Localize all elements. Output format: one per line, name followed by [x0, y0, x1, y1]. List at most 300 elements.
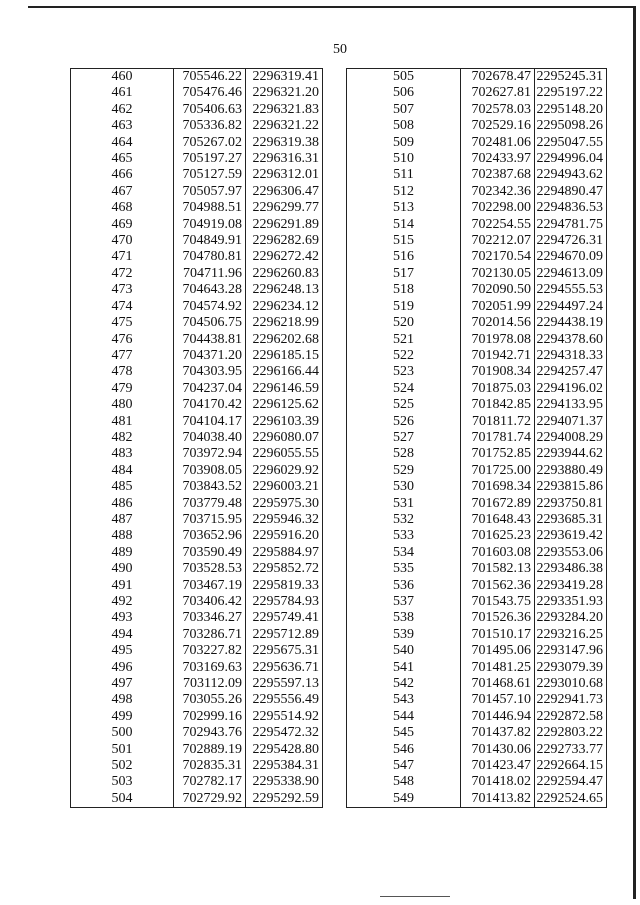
point-number-cell: 511: [393, 167, 414, 183]
table-row: [71, 184, 323, 200]
table-row: [71, 692, 323, 708]
table-row: [347, 69, 607, 86]
point-number-cell: 536: [393, 577, 414, 593]
point-number-cell: 470: [111, 233, 133, 249]
x-coordinate-cell: 704711.96: [174, 266, 246, 282]
point-number-cell: 494: [111, 626, 133, 642]
x-coordinate-cell: 702130.05: [461, 266, 535, 282]
table-row: [347, 643, 607, 659]
point-number-cell: 460: [111, 69, 133, 84]
table-row: [71, 496, 323, 512]
table-row: [347, 545, 607, 561]
x-coordinate-cell: 703908.05: [174, 463, 246, 479]
x-coordinate-cell: 704237.04: [174, 381, 246, 397]
y-coordinate-cell: 2293880.49: [535, 463, 607, 479]
y-coordinate-cell: 2293216.25: [535, 627, 607, 643]
table-row: [71, 578, 323, 594]
y-coordinate-cell: 2295245.31: [535, 69, 607, 86]
table-row: [347, 233, 607, 249]
point-number-cell: 496: [111, 659, 133, 675]
x-coordinate-cell: 701481.25: [461, 660, 535, 676]
point-number-cell: 491: [111, 577, 133, 593]
x-coordinate-cell: 704919.08: [174, 217, 246, 233]
table-row: [71, 676, 323, 692]
y-coordinate-cell: 2296003.21: [246, 479, 323, 495]
table-row: [347, 381, 607, 397]
y-coordinate-cell: 2296103.39: [246, 414, 323, 430]
table-row: [347, 774, 607, 790]
table-row: [71, 758, 323, 774]
point-number-cell: 514: [393, 216, 414, 232]
table-row: [71, 594, 323, 610]
x-coordinate-cell: 704849.91: [174, 233, 246, 249]
y-coordinate-cell: 2295514.92: [246, 709, 323, 725]
x-coordinate-cell: 702999.16: [174, 709, 246, 725]
x-coordinate-cell: 701978.08: [461, 332, 535, 348]
point-number-cell: 504: [71, 791, 174, 808]
table-row: [71, 774, 323, 790]
y-coordinate-cell: 2294438.19: [535, 315, 607, 331]
point-number-cell: 523: [393, 364, 414, 380]
x-coordinate-cell: 701842.85: [461, 397, 535, 413]
y-coordinate-cell: 2295197.22: [535, 85, 607, 101]
point-number-cell: 476: [111, 331, 133, 347]
y-coordinate-cell: 2296319.38: [246, 135, 323, 151]
x-coordinate-cell: 703112.09: [174, 676, 246, 692]
y-coordinate-cell: 2296282.69: [246, 233, 323, 249]
table-row: [347, 791, 607, 808]
x-coordinate-cell: 703779.48: [174, 496, 246, 512]
x-coordinate-cell: 701543.75: [461, 594, 535, 610]
point-number-cell: 512: [393, 183, 414, 199]
point-number-cell: 526: [393, 413, 414, 429]
y-coordinate-cell: 2296218.99: [246, 315, 323, 331]
x-coordinate-cell: 701811.72: [461, 414, 535, 430]
point-number-cell: 516: [393, 249, 414, 265]
y-coordinate-cell: 2294890.47: [535, 184, 607, 200]
y-coordinate-cell: 2296146.59: [246, 381, 323, 397]
y-coordinate-cell: 2293419.28: [535, 578, 607, 594]
x-coordinate-cell: 701457.10: [461, 692, 535, 708]
table-row: [347, 709, 607, 725]
table-row: [71, 463, 323, 479]
table-row: [71, 561, 323, 577]
y-coordinate-cell: 2295819.33: [246, 578, 323, 594]
x-coordinate-cell: 701468.61: [461, 676, 535, 692]
x-coordinate-cell: 704303.95: [174, 364, 246, 380]
point-number-cell: 519: [393, 298, 414, 314]
y-coordinate-cell: 2293486.38: [535, 561, 607, 577]
y-coordinate-cell: 2294943.62: [535, 167, 607, 183]
point-number-cell: 507: [393, 101, 414, 117]
point-number-cell: 492: [111, 594, 133, 609]
x-coordinate-cell: 704104.17: [174, 414, 246, 430]
point-number-cell: 532: [393, 511, 414, 527]
y-coordinate-cell: 2295384.31: [246, 758, 323, 774]
point-number-cell: 493: [111, 610, 133, 626]
point-number-cell: 479: [111, 380, 133, 396]
y-coordinate-cell: 2295916.20: [246, 528, 323, 544]
table-row: [71, 233, 323, 249]
y-coordinate-cell: 2293553.06: [535, 545, 607, 561]
y-coordinate-cell: 2294836.53: [535, 200, 607, 216]
table-row: [347, 676, 607, 692]
table-row: [347, 479, 607, 495]
point-number-cell: 548: [393, 774, 414, 790]
y-coordinate-cell: 2296272.42: [246, 249, 323, 265]
point-number-cell: 490: [111, 561, 133, 577]
x-coordinate-cell: 705127.59: [174, 167, 246, 183]
x-coordinate-cell: 702943.76: [174, 725, 246, 741]
x-coordinate-cell: 704371.20: [174, 348, 246, 364]
table-row: [347, 332, 607, 348]
table-row: [71, 249, 323, 265]
y-coordinate-cell: 2295148.20: [535, 102, 607, 118]
point-number-cell: 529: [393, 462, 414, 478]
y-coordinate-cell: 2295338.90: [246, 774, 323, 790]
y-coordinate-cell: 2295749.41: [246, 610, 323, 626]
point-number-cell: 513: [393, 200, 414, 216]
x-coordinate-cell: 704170.42: [174, 397, 246, 413]
table-row: [71, 167, 323, 183]
y-coordinate-cell: 2294555.53: [535, 282, 607, 298]
x-coordinate-cell: 702529.16: [461, 118, 535, 134]
y-coordinate-cell: 2293351.93: [535, 594, 607, 610]
point-number-cell: 524: [393, 380, 414, 396]
point-number-cell: 520: [393, 315, 414, 331]
x-coordinate-cell: 701423.47: [461, 758, 535, 774]
coordinate-table-right-body: [347, 69, 607, 808]
y-coordinate-cell: 2295428.80: [246, 742, 323, 758]
table-row: [347, 725, 607, 741]
table-row: [347, 463, 607, 479]
x-coordinate-cell: 703715.95: [174, 512, 246, 528]
y-coordinate-cell: 2294497.24: [535, 299, 607, 315]
y-coordinate-cell: 2296291.89: [246, 217, 323, 233]
table-row: [71, 85, 323, 101]
table-row: [71, 102, 323, 118]
point-number-cell: 541: [393, 659, 414, 675]
point-number-cell: 502: [111, 758, 133, 774]
y-coordinate-cell: 2292594.47: [535, 774, 607, 790]
table-row: [347, 594, 607, 610]
y-coordinate-cell: 2294257.47: [535, 364, 607, 380]
table-row: [71, 217, 323, 233]
point-number-cell: 517: [393, 265, 414, 281]
y-coordinate-cell: 2296306.47: [246, 184, 323, 200]
y-coordinate-cell: 2295975.30: [246, 496, 323, 512]
x-coordinate-cell: 702678.47: [461, 69, 535, 86]
y-coordinate-cell: 2295472.32: [246, 725, 323, 741]
point-number-cell: 515: [393, 233, 414, 249]
point-number-cell: 505: [393, 69, 414, 84]
point-number-cell: 483: [111, 446, 133, 462]
x-coordinate-cell: 703652.96: [174, 528, 246, 544]
table-row: [71, 348, 323, 364]
x-coordinate-cell: 704988.51: [174, 200, 246, 216]
table-row: [347, 578, 607, 594]
y-coordinate-cell: 2295712.89: [246, 627, 323, 643]
y-coordinate-cell: 2295946.32: [246, 512, 323, 528]
y-coordinate-cell: 2296319.41: [246, 69, 323, 86]
y-coordinate-cell: 2296080.07: [246, 430, 323, 446]
y-coordinate-cell: 2296055.55: [246, 446, 323, 462]
point-number-cell: 481: [111, 413, 133, 429]
point-number-cell: 501: [111, 741, 133, 757]
x-coordinate-cell: 701413.82: [461, 791, 535, 808]
x-coordinate-cell: 702481.06: [461, 135, 535, 151]
table-row: [71, 660, 323, 676]
y-coordinate-cell: 2296029.92: [246, 463, 323, 479]
y-coordinate-cell: 2296260.83: [246, 266, 323, 282]
table-row: [347, 348, 607, 364]
point-number-cell: 546: [393, 741, 414, 757]
x-coordinate-cell: 702051.99: [461, 299, 535, 315]
point-number-cell: 465: [111, 151, 133, 167]
table-row: [347, 692, 607, 708]
y-coordinate-cell: 2292872.58: [535, 709, 607, 725]
y-coordinate-cell: 2295675.31: [246, 643, 323, 659]
x-coordinate-cell: 705336.82: [174, 118, 246, 134]
x-coordinate-cell: 705197.27: [174, 151, 246, 167]
y-coordinate-cell: 2294670.09: [535, 249, 607, 265]
point-number-cell: 495: [111, 643, 133, 659]
table-row: [71, 200, 323, 216]
x-coordinate-cell: 704038.40: [174, 430, 246, 446]
table-row: [347, 266, 607, 282]
y-coordinate-cell: 2294613.09: [535, 266, 607, 282]
x-coordinate-cell: 701752.85: [461, 446, 535, 462]
x-coordinate-cell: 702729.92: [174, 791, 246, 808]
x-coordinate-cell: 703286.71: [174, 627, 246, 643]
table-row: [71, 742, 323, 758]
x-coordinate-cell: 703467.19: [174, 578, 246, 594]
point-number-cell: 544: [393, 708, 414, 724]
table-row: [71, 266, 323, 282]
point-number-cell: 525: [393, 397, 414, 413]
table-row: [71, 414, 323, 430]
x-coordinate-cell: 704780.81: [174, 249, 246, 265]
x-coordinate-cell: 701875.03: [461, 381, 535, 397]
point-number-cell: 474: [111, 298, 133, 314]
table-row: [71, 151, 323, 167]
x-coordinate-cell: 701562.36: [461, 578, 535, 594]
x-coordinate-cell: 701672.89: [461, 496, 535, 512]
y-coordinate-cell: 2296321.22: [246, 118, 323, 134]
point-number-cell: 484: [111, 462, 133, 478]
point-number-cell: 521: [393, 331, 414, 347]
table-row: [347, 528, 607, 544]
y-coordinate-cell: 2295852.72: [246, 561, 323, 577]
x-coordinate-cell: 701625.23: [461, 528, 535, 544]
y-coordinate-cell: 2292664.15: [535, 758, 607, 774]
point-number-cell: 537: [393, 594, 414, 609]
y-coordinate-cell: 2295098.26: [535, 118, 607, 134]
y-coordinate-cell: 2295292.59: [246, 791, 323, 808]
y-coordinate-cell: 2293147.96: [535, 643, 607, 659]
y-coordinate-cell: 2296312.01: [246, 167, 323, 183]
table-row: [347, 299, 607, 315]
x-coordinate-cell: 701603.08: [461, 545, 535, 561]
point-number-cell: 464: [111, 134, 133, 150]
x-coordinate-cell: 702433.97: [461, 151, 535, 167]
page-top-border: [28, 6, 634, 8]
table-row: [71, 364, 323, 380]
table-row: [347, 167, 607, 183]
y-coordinate-cell: 2295047.55: [535, 135, 607, 151]
point-number-cell: 486: [111, 495, 133, 511]
x-coordinate-cell: 701430.06: [461, 742, 535, 758]
y-coordinate-cell: 2296299.77: [246, 200, 323, 216]
y-coordinate-cell: 2296321.83: [246, 102, 323, 118]
y-coordinate-cell: 2294996.04: [535, 151, 607, 167]
table-row: [347, 184, 607, 200]
x-coordinate-cell: 701698.34: [461, 479, 535, 495]
table-row: [71, 381, 323, 397]
y-coordinate-cell: 2292733.77: [535, 742, 607, 758]
table-row: [71, 709, 323, 725]
point-number-cell: 510: [393, 151, 414, 167]
point-number-cell: 466: [111, 167, 133, 183]
table-row: [347, 135, 607, 151]
table-row: [71, 135, 323, 151]
x-coordinate-cell: 703406.42: [174, 594, 246, 610]
table-row: [347, 282, 607, 298]
point-number-cell: 528: [393, 446, 414, 462]
table-row: [71, 479, 323, 495]
x-coordinate-cell: 704438.81: [174, 332, 246, 348]
point-number-cell: 508: [393, 118, 414, 134]
table-row: [347, 430, 607, 446]
table-row: [71, 282, 323, 298]
table-row: [71, 627, 323, 643]
x-coordinate-cell: 703528.53: [174, 561, 246, 577]
y-coordinate-cell: 2294196.02: [535, 381, 607, 397]
x-coordinate-cell: 703169.63: [174, 660, 246, 676]
y-coordinate-cell: 2296234.12: [246, 299, 323, 315]
point-number-cell: 531: [393, 495, 414, 511]
table-row: [347, 397, 607, 413]
x-coordinate-cell: 703055.26: [174, 692, 246, 708]
y-coordinate-cell: 2294071.37: [535, 414, 607, 430]
x-coordinate-cell: 705406.63: [174, 102, 246, 118]
point-number-cell: 522: [393, 347, 414, 363]
table-row: [347, 627, 607, 643]
table-row: [71, 299, 323, 315]
y-coordinate-cell: 2294318.33: [535, 348, 607, 364]
x-coordinate-cell: 702387.68: [461, 167, 535, 183]
point-number-cell: 499: [111, 708, 133, 724]
x-coordinate-cell: 702889.19: [174, 742, 246, 758]
point-number-cell: 547: [393, 758, 414, 774]
y-coordinate-cell: 2296185.15: [246, 348, 323, 364]
x-coordinate-cell: 701908.34: [461, 364, 535, 380]
x-coordinate-cell: 703346.27: [174, 610, 246, 626]
y-coordinate-cell: 2294133.95: [535, 397, 607, 413]
page-right-border: [633, 6, 636, 899]
y-coordinate-cell: 2292803.22: [535, 725, 607, 741]
table-row: [347, 151, 607, 167]
table-row: [347, 315, 607, 331]
table-row: [71, 446, 323, 462]
page-bottom-mark: [380, 896, 450, 897]
y-coordinate-cell: 2292941.73: [535, 692, 607, 708]
y-coordinate-cell: 2293010.68: [535, 676, 607, 692]
table-row: [347, 249, 607, 265]
table-row: [71, 397, 323, 413]
x-coordinate-cell: 705546.22: [174, 69, 246, 86]
y-coordinate-cell: 2295884.97: [246, 545, 323, 561]
point-number-cell: 518: [393, 282, 414, 298]
y-coordinate-cell: 2295597.13: [246, 676, 323, 692]
x-coordinate-cell: 705267.02: [174, 135, 246, 151]
point-number-cell: 509: [393, 134, 414, 150]
table-row: [71, 332, 323, 348]
y-coordinate-cell: 2296321.20: [246, 85, 323, 101]
x-coordinate-cell: 702090.50: [461, 282, 535, 298]
table-row: [347, 217, 607, 233]
x-coordinate-cell: 702212.07: [461, 233, 535, 249]
point-number-cell: 480: [111, 397, 133, 413]
point-number-cell: 467: [111, 183, 133, 199]
x-coordinate-cell: 705476.46: [174, 85, 246, 101]
x-coordinate-cell: 702298.00: [461, 200, 535, 216]
x-coordinate-cell: 704574.92: [174, 299, 246, 315]
x-coordinate-cell: 701437.82: [461, 725, 535, 741]
table-row: [347, 758, 607, 774]
point-number-cell: 489: [111, 544, 133, 560]
point-number-cell: 506: [393, 85, 414, 101]
point-number-cell: 463: [111, 118, 133, 134]
point-number-cell: 461: [111, 85, 133, 101]
x-coordinate-cell: 704643.28: [174, 282, 246, 298]
x-coordinate-cell: 702578.03: [461, 102, 535, 118]
coordinate-table-left: [70, 68, 323, 808]
table-row: [347, 364, 607, 380]
point-number-cell: 485: [111, 479, 133, 495]
x-coordinate-cell: 705057.97: [174, 184, 246, 200]
y-coordinate-cell: 2294726.31: [535, 233, 607, 249]
y-coordinate-cell: 2293619.42: [535, 528, 607, 544]
table-row: [71, 545, 323, 561]
x-coordinate-cell: 701781.74: [461, 430, 535, 446]
table-row: [347, 200, 607, 216]
x-coordinate-cell: 703843.52: [174, 479, 246, 495]
point-number-cell: 540: [393, 643, 414, 659]
point-number-cell: 534: [393, 544, 414, 560]
table-row: [347, 561, 607, 577]
y-coordinate-cell: 2294378.60: [535, 332, 607, 348]
table-row: [71, 791, 323, 808]
table-row: [71, 118, 323, 134]
y-coordinate-cell: 2294781.75: [535, 217, 607, 233]
y-coordinate-cell: 2293079.39: [535, 660, 607, 676]
y-coordinate-cell: 2293750.81: [535, 496, 607, 512]
point-number-cell: 478: [111, 364, 133, 380]
table-row: [347, 446, 607, 462]
table-row: [71, 528, 323, 544]
point-number-cell: 468: [111, 200, 133, 216]
point-number-cell: 488: [111, 528, 133, 544]
x-coordinate-cell: 703227.82: [174, 643, 246, 659]
point-number-cell: 472: [111, 265, 133, 281]
point-number-cell: 543: [393, 692, 414, 708]
point-number-cell: 497: [111, 676, 133, 692]
y-coordinate-cell: 2296316.31: [246, 151, 323, 167]
y-coordinate-cell: 2293944.62: [535, 446, 607, 462]
table-row: [347, 102, 607, 118]
x-coordinate-cell: 701446.94: [461, 709, 535, 725]
